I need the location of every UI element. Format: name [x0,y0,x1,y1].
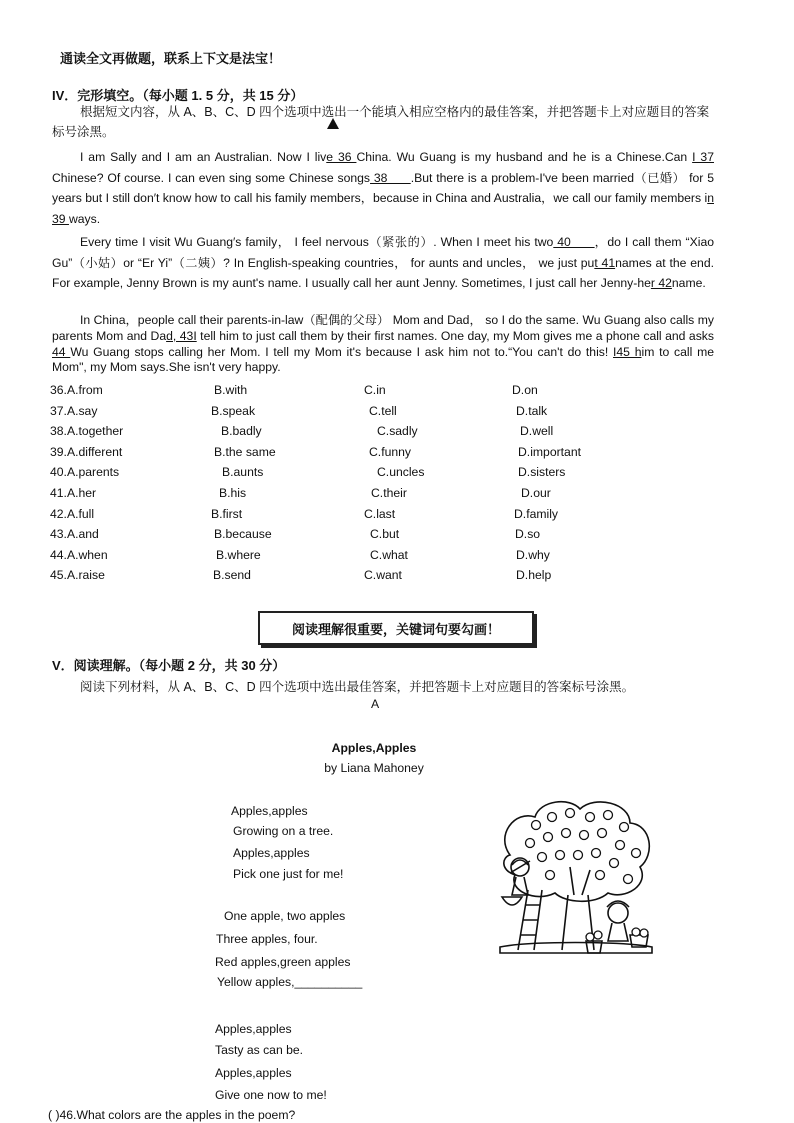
poem-line: Apples,apples [233,846,310,860]
reading-banner: 阅读理解很重要，关键词句要勾画！ [258,611,534,645]
option-43-d: D.so [515,527,541,542]
poem-line: Yellow apples,__________ [217,975,363,989]
option-37-c: C.tell [369,403,397,418]
option-38-b: B.badly [221,424,262,439]
option-42-d: D.family [514,506,559,521]
poem-line: Tasty as can be. [215,1043,304,1057]
option-37-b: B.speak [211,403,256,418]
option-43-c: C.but [370,527,400,542]
blank-38: 38 [370,170,411,185]
option-45-b: B.send [213,568,251,583]
option-45-a: 45.A.raise [50,568,105,583]
blank-41: t 41 [594,255,616,270]
option-40-c: C.uncles [377,465,425,480]
poem-title: Apples,Apples [331,741,417,755]
option-43-b: B.because [214,527,272,542]
poem-author: by Liana Mahoney [324,761,424,775]
option-44-b: B.where [216,547,261,562]
blank-40: 40 [553,235,595,249]
poem-line: Red apples,green apples [215,955,351,969]
blank-42: r 42 [650,276,672,290]
option-41-a: 41.A.her [50,486,97,500]
option-42-c: C.last [364,506,396,521]
option-41-d: D.our [521,486,551,500]
cloze-instruction: 根据短文内容，从 A、B、C、D 四个选项中选出一个能填入相应空格内的最佳答案，并把答题卡上对应题目的答案标号涂黑。 [52,105,710,139]
option-44-a: 44.A.when [50,547,108,562]
option-41-b: B.his [219,486,247,500]
cloze-paragraph-2: Every time I visit Wu Guang′s family， I feel nervous（紧张的）. When I meet his two 40 ，do I call them “Xiao Gu”（小姑）or “Er Yi”（二姨）? In English-speaking countries， for aunts and uncles， we just put 41names at the end. For example, Jenny Brown is my aunt's name. I usually call her aunt Jenny. Sometimes, I just call her Jenny-her 42name. [52,235,715,290]
option-39-a: 39.A.different [50,444,123,459]
reading-instruction: 阅读下列材料，从 A、B、C、D 四个选项中选出最佳答案，并把答题卡上对应题目的答案标号涂黑。 [80,680,635,694]
option-36-a: 36.A.from [50,383,103,397]
poem-line: Growing on a tree. [233,824,334,838]
option-40-d: D.sisters [518,465,566,480]
poem-line: Apples,apples [231,804,308,818]
option-36-c: C.in [364,383,386,397]
blank-45: I45 h [613,344,642,359]
option-38-d: D.well [520,424,554,439]
option-41-c: C.their [371,486,407,500]
option-39-b: B.the same [214,444,276,459]
question-46: ( )46.What colors are the apples in the poem? [48,1108,296,1122]
option-45-c: C.want [364,568,402,583]
option-43-a: 43.A.and [50,527,99,542]
tip-text: 通读全文再做题，联系上下文是法宝！ [60,51,282,66]
option-45-d: D.help [516,568,552,583]
option-38-c: C.sadly [377,424,418,439]
reading-heading: V．阅读理解。（每小题 2 分，共 30 分） [52,658,286,673]
apple-tree-illustration [490,795,660,960]
cloze-paragraph-1: I am Sally and I am an Australian. Now I live 36 China. Wu Guang is my husband and he is a Chinese.Can I 37 Chinese? Of course. I can even sing some Chinese songs 38 .But there is a problem-I've been married（已婚） for 5 years but I still don′t know how to call his family members，because in China and Australia，we call our family members in 39 ways. [52,150,714,226]
cloze-heading: IV．完形填空。（每小题 1. 5 分，共 15 分） [52,88,304,103]
option-42-a: 42.A.full [50,506,95,521]
poem-line: Three apples, four. [216,932,318,946]
option-36-d: D.on [512,383,538,397]
option-42-b: B.first [211,506,243,521]
option-40-b: B.aunts [222,465,264,480]
option-37-d: D.talk [516,403,548,418]
option-39-d: D.important [518,444,581,459]
blank-36: e 36 [326,150,357,164]
option-39-c: C.funny [369,444,412,459]
option-40-a: 40.A.parents [50,465,120,480]
option-44-d: D.why [516,547,550,562]
poem-line: Pick one just for me! [233,867,344,881]
blank-43: d, 43I [166,328,197,343]
poem-line: Apples,apples [215,1022,292,1036]
section-label: A [371,697,380,711]
poem-line: Give one now to me! [215,1088,327,1102]
poem-line: One apple, two apples [224,909,346,923]
option-44-c: C.what [370,547,408,562]
cloze-paragraph-3: In China，people call their parents-in-law（配偶的父母） Mom and Dad， so I do the same. Wu Guang also calls my parents Mom and Dad, 43I tell him to just call them by their first names. One day, my Mom gives me a phone call and asks 44 Wu Guang stops calling her Mom. I tell my Mom it's because I ask him not to.“You can't do this! I45 him to call me Mom", my Mom says.She isn't very happy. [52,313,714,375]
option-38-a: 38.A.together [50,424,124,439]
poem-line: Apples,apples [215,1066,292,1080]
blank-37: I 37 [692,150,714,164]
blank-44: 44 [52,344,71,359]
option-37-a: 37.A.say [50,403,98,418]
option-36-b: B.with [214,383,248,397]
blank-39: n 39 [52,191,714,226]
